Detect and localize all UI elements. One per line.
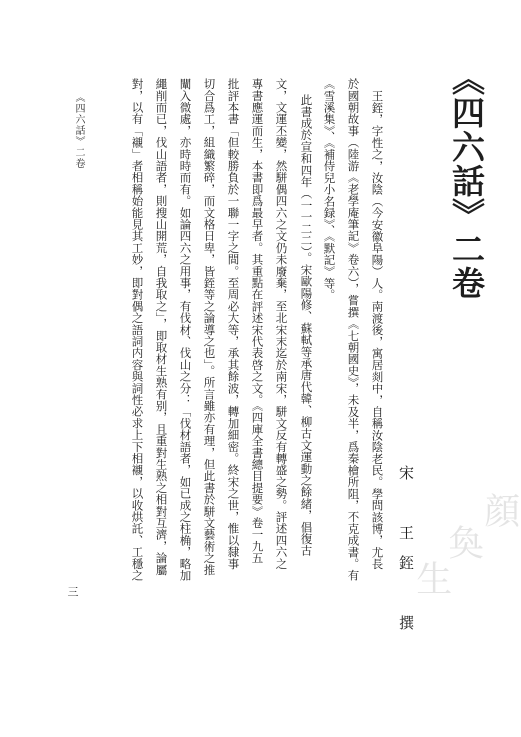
body-column: 對，以有「襯」者相稱始能見其工妙，即對偶之語詞内容與詞性必求上下相襯，以收烘託、工穩之: [130, 78, 145, 582]
body-column: 批評本書「但較勝負於一聯一字之間。至周必大等，承其餘波，轉加細密。終宋之世，惟以隸事: [226, 78, 241, 570]
body-column: 王銍，字性之，汝陰（今安徽阜陽）人。南渡後，寓居剡中，自稱汝陰老民。學問該博，尤長: [370, 90, 385, 570]
seal-stamp-text: 奐: [442, 524, 484, 560]
body-column: 繩削而已，伐山語者，則搜山開荒，自我取之」，即取材生熟有别，且重對生熟之相對互濟，論屬: [154, 78, 169, 576]
book-title: 《四六話》二卷: [447, 62, 486, 300]
seal-stamp: [410, 488, 521, 628]
seal-stamp-text: 生: [410, 560, 452, 596]
body-column: 切合爲工，組織繁碎，而文格日卑，皆銍等之論導之也」。所言雖亦有理，但此書於駢文藝術之推: [202, 78, 217, 576]
body-column: 於國朝故事（陸游《老學庵筆記》卷六），嘗撰《七朝國史》，未及半，爲秦檜所阻，不克成書。有: [346, 78, 361, 582]
body-column: 此書成於宣和四年（一一二二）。宋歐陽修、蘇軾等承唐代韓、柳古文運動之餘緒，倡復古: [299, 94, 314, 557]
author-line: 宋 王銍 撰: [397, 465, 415, 645]
body-column: 專書應運而生，本書即爲最早者。其重點在評述宋代表啓之文。《四庫全書總目提要》卷一九五: [250, 78, 265, 564]
running-header: 《四六話》二卷: [73, 92, 84, 169]
body-column: 闡入微處，亦時時而有。如論四六之用事，有伐材、伐山之分：「伐材語者，如已成之柱桷，略加: [178, 78, 193, 582]
page-number: 三: [66, 586, 79, 597]
body-column: 《雪溪集》、《補侍兒小名録》、《默記》等。: [322, 78, 337, 301]
seal-stamp-text: 顔: [478, 492, 520, 528]
body-column: 文，文運丕變，然駢偶四六之文仍未廢棄，至北宋末迄於南宋，駢文反有轉盛之勢。評述四六之: [274, 78, 289, 570]
